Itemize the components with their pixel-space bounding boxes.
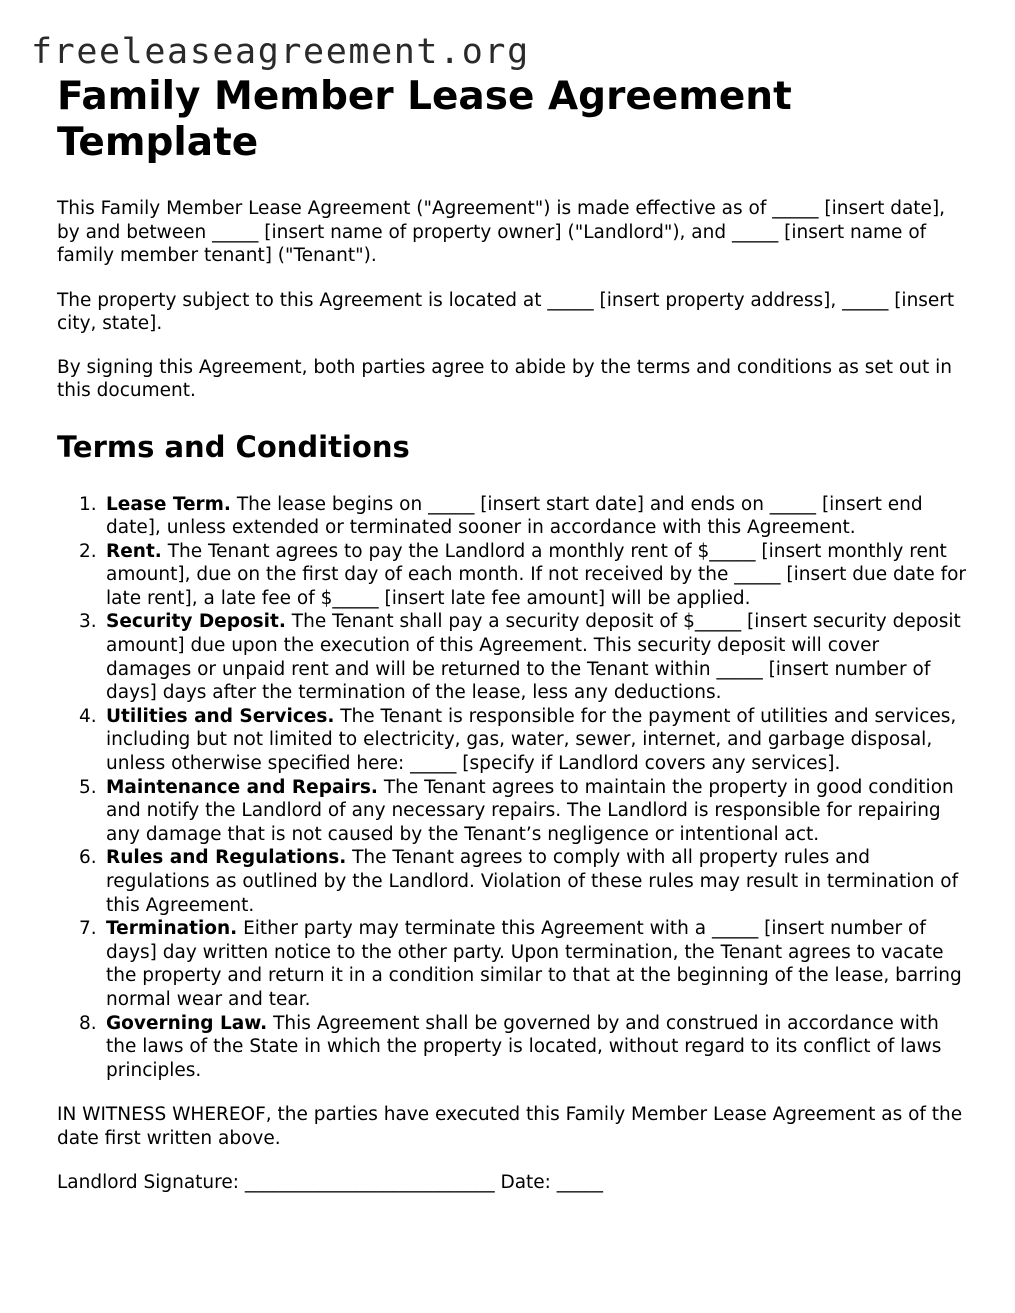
term-text: The lease begins on _____ [insert start date] and ends on _____ [insert end date], unless extended or terminated sooner in accordance with this Agreement. bbox=[106, 493, 923, 539]
term-number: 3. bbox=[79, 611, 97, 633]
landlord-signature-line: Landlord Signature: ___________________________ Date: _____ bbox=[57, 1172, 604, 1194]
term-title: Lease Term. bbox=[106, 493, 231, 515]
term-text: The Tenant agrees to pay the Landlord a monthly rent of $_____ [insert monthly rent amount], due on the first day of each month. If not received by the _____ [insert due date for late rent], a late fee of $_____ [insert late fee amount] will be applied. bbox=[106, 540, 967, 609]
term-text: This Agreement shall be governed by and construed in accordance with the laws of the State in which the property is located, without regard to its conflict of laws principles. bbox=[106, 1012, 942, 1081]
term-item bbox=[57, 493, 967, 540]
term-text: The Tenant agrees to comply with all property rules and regulations as outlined by the Landlord. Violation of these rules may result in termination of this Agreement. bbox=[106, 847, 959, 916]
property-paragraph: The property subject to this Agreement is located at _____ [insert property address], _____ [insert city, state]. bbox=[57, 289, 955, 334]
term-item bbox=[57, 540, 967, 611]
term-title: Rules and Regulations. bbox=[106, 847, 347, 869]
term-number: 7. bbox=[79, 918, 97, 940]
document-page bbox=[57, 74, 967, 1195]
intro-paragraph: This Family Member Lease Agreement ("Agreement") is made effective as of _____ [insert date], by and between _____ [insert name of property owner] ("Landlord"), and _____ [insert name of family member tenant] ("Tenant"). bbox=[57, 198, 946, 266]
witness-paragraph: IN WITNESS WHEREOF, the parties have executed this Family Member Lease Agreement as of the date first written above. bbox=[57, 1104, 963, 1149]
term-text: The Tenant is responsible for the payment of utilities and services, including but not limited to electricity, gas, water, sewer, internet, and garbage disposal, unless otherwise specified here: _____ [specify if Landlord covers any services]. bbox=[106, 705, 957, 775]
term-number: 1. bbox=[79, 493, 97, 515]
term-item bbox=[57, 705, 967, 776]
term-title: Termination. bbox=[106, 918, 238, 940]
term-text: The Tenant shall pay a security deposit of $_____ [insert security deposit amount] due upon the execution of this Agreement. This security deposit will cover damages or unpaid rent and will be returned to the Tenant within _____ [insert number of days] days after the termination of the lease, less any deductions. bbox=[106, 611, 961, 704]
term-item bbox=[57, 610, 967, 704]
term-number: 4. bbox=[79, 705, 97, 727]
document-title: Family Member Lease Agreement Template bbox=[57, 74, 792, 165]
term-item bbox=[57, 846, 967, 917]
term-number: 5. bbox=[79, 776, 97, 798]
term-title: Utilities and Services. bbox=[106, 705, 335, 727]
terms-heading: Terms and Conditions bbox=[57, 429, 410, 464]
term-text: Either party may terminate this Agreement with a _____ [insert number of days] day written notice to the other party. Upon termination, the Tenant agrees to vacate the property and return it in a condition similar to that at the beginning of the lease, barring normal wear and tear. bbox=[106, 918, 962, 1010]
term-text: The Tenant agrees to maintain the property in good condition and notify the Landlord of any necessary repairs. The Landlord is responsible for repairing any damage that is not caused by the Tenant’s negligence or intentional act. bbox=[106, 776, 954, 845]
term-title: Rent. bbox=[106, 540, 162, 562]
term-title: Maintenance and Repairs. bbox=[106, 776, 378, 798]
term-number: 2. bbox=[79, 540, 97, 562]
term-title: Governing Law. bbox=[106, 1012, 268, 1034]
signing-statement: By signing this Agreement, both parties agree to abide by the terms and conditions as set out in this document. bbox=[57, 356, 952, 401]
term-item bbox=[57, 776, 967, 847]
term-number: 8. bbox=[79, 1012, 97, 1034]
term-item bbox=[57, 917, 967, 1011]
term-item bbox=[57, 1012, 967, 1083]
term-title: Security Deposit. bbox=[106, 611, 286, 633]
term-number: 6. bbox=[79, 847, 97, 869]
terms-list bbox=[57, 493, 967, 1083]
site-watermark: freeleaseagreement.org bbox=[31, 32, 530, 72]
